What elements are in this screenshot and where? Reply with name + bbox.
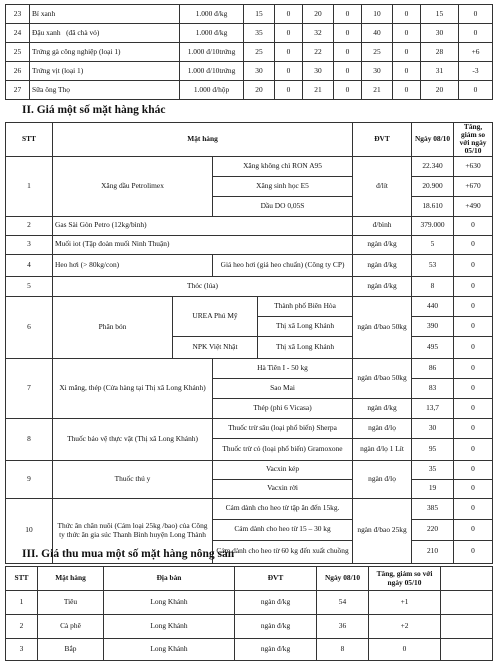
change-cell: 0 xyxy=(454,276,493,296)
unit-cell: đ/lít xyxy=(353,156,412,216)
price-cell: 19 xyxy=(412,479,454,498)
unit-cell: ngàn đ/bao 25kg xyxy=(353,498,412,563)
value-cell: 30 xyxy=(303,62,334,81)
value-cell: 30 xyxy=(362,62,393,81)
sub-item-cell: Xăng không chì RON A95 xyxy=(213,156,353,176)
item-cell: Bắp xyxy=(38,639,104,661)
table-row xyxy=(6,358,493,378)
price-cell: 20.900 xyxy=(412,176,454,196)
group-cell: UREA Phú Mỹ xyxy=(173,296,258,336)
header-change: Tăng, giảm so với ngày 05/10 xyxy=(454,123,493,157)
header-item: Mặt hàng xyxy=(53,123,353,157)
price-cell: 5 xyxy=(412,235,454,254)
value-cell: 0 xyxy=(393,43,421,62)
stt-cell: 7 xyxy=(6,358,53,418)
table-row xyxy=(6,639,493,661)
change-cell: 0 xyxy=(454,216,493,235)
item-cell: Trứng vịt (loại 1) xyxy=(30,62,180,81)
value-cell: 0 xyxy=(275,24,303,43)
value-cell: 0 xyxy=(275,81,303,100)
item-cell: Xi măng, thép (Cửa hàng tại Thị xã Long Khánh) xyxy=(53,358,213,418)
price-cell: 13,7 xyxy=(412,398,454,418)
change-cell: 0 xyxy=(369,639,441,661)
value-cell: 0 xyxy=(393,5,421,24)
area-cell: Long Khánh xyxy=(104,639,235,661)
change-cell: 0 xyxy=(454,438,493,460)
stt-cell: 24 xyxy=(6,24,30,43)
price-cell: 210 xyxy=(412,540,454,563)
unit-cell: ngàn đ/kg xyxy=(353,276,412,296)
value-cell: 0 xyxy=(459,24,493,43)
value-cell: -3 xyxy=(459,62,493,81)
stt-cell: 4 xyxy=(6,254,53,276)
price-cell: 95 xyxy=(412,438,454,460)
header-row xyxy=(6,567,493,591)
group-cell: NPK Việt Nhật xyxy=(173,336,258,358)
change-cell: 0 xyxy=(454,235,493,254)
unit-cell: 1.000 đ/kg xyxy=(180,5,244,24)
value-cell: 35 xyxy=(244,24,275,43)
table-row xyxy=(6,156,493,176)
price-cell: 36 xyxy=(317,615,369,639)
item-cell: Thuốc thú y xyxy=(53,460,213,498)
sub-item-cell: Sao Mai xyxy=(213,378,353,398)
value-cell: 15 xyxy=(421,5,459,24)
empty-header xyxy=(441,567,493,591)
item-cell: Xăng dầu Petrolimex xyxy=(53,156,213,216)
value-cell: 20 xyxy=(421,81,459,100)
price-cell: 379.000 xyxy=(412,216,454,235)
table-row xyxy=(6,5,493,24)
table-row xyxy=(6,591,493,615)
stt-cell: 8 xyxy=(6,418,53,460)
sub-item-cell: Dầu DO 0,05S xyxy=(213,196,353,216)
sub-item-cell: Thuốc trừ sâu (loại phổ biến) Sherpa xyxy=(213,418,353,438)
change-cell: +670 xyxy=(454,176,493,196)
item-cell: Muối iot (Tập đoàn muối Ninh Thuận) xyxy=(53,235,353,254)
change-cell: 0 xyxy=(454,316,493,336)
value-cell: 0 xyxy=(334,5,362,24)
sub-item-cell: Hà Tiên I - 50 kg xyxy=(213,358,353,378)
value-cell: 20 xyxy=(244,81,275,100)
unit-cell: ngàn đ/kg xyxy=(353,235,412,254)
price-cell: 8 xyxy=(317,639,369,661)
table-row xyxy=(6,216,493,235)
table-row xyxy=(6,276,493,296)
value-cell: 0 xyxy=(275,5,303,24)
change-cell: +490 xyxy=(454,196,493,216)
value-cell: 0 xyxy=(393,62,421,81)
item-cell: Gas Sài Gòn Petro (12kg/bình) xyxy=(53,216,353,235)
price-cell: 35 xyxy=(412,460,454,479)
price-cell: 86 xyxy=(412,358,454,378)
change-cell: 0 xyxy=(454,519,493,540)
unit-cell: ngàn đ/kg xyxy=(235,615,317,639)
price-cell: 220 xyxy=(412,519,454,540)
sub-item-cell: Thị xã Long Khánh xyxy=(258,316,353,336)
stt-cell: 27 xyxy=(6,81,30,100)
stt-cell: 26 xyxy=(6,62,30,81)
unit-cell: 1.000 đ/hộp xyxy=(180,81,244,100)
price-cell: 390 xyxy=(412,316,454,336)
sub-item-cell: Vacxin kép xyxy=(213,460,353,479)
value-cell: 21 xyxy=(362,81,393,100)
empty-cell xyxy=(441,615,493,639)
sub-item-cell: Vacxin rời xyxy=(213,479,353,498)
value-cell: 15 xyxy=(244,5,275,24)
value-cell: +6 xyxy=(459,43,493,62)
header-stt: STT xyxy=(6,123,53,157)
item-cell: Trứng gà công nghiệp (loại 1) xyxy=(30,43,180,62)
table-row xyxy=(6,81,493,100)
stt-cell: 3 xyxy=(6,639,38,661)
section-3-title: III. Giá thu mua một số mặt hàng nông sản xyxy=(22,548,235,560)
change-cell: +630 xyxy=(454,156,493,176)
empty-cell xyxy=(441,591,493,615)
table-row xyxy=(6,235,493,254)
stt-cell: 23 xyxy=(6,5,30,24)
header-unit: ĐVT xyxy=(235,567,317,591)
header-change: Tăng, giảm so với ngày 05/10 xyxy=(369,567,441,591)
unit-cell: 1.000 đ/kg xyxy=(180,24,244,43)
value-cell: 0 xyxy=(334,24,362,43)
area-cell: Long Khánh xyxy=(104,591,235,615)
table-row xyxy=(6,43,493,62)
unit-cell: ngàn đ/kg xyxy=(235,591,317,615)
empty-cell xyxy=(441,639,493,661)
change-cell: 0 xyxy=(454,418,493,438)
area-cell: Long Khánh xyxy=(104,615,235,639)
sub-item-cell: Thuốc trừ cỏ (loại phổ biến) Gramoxone xyxy=(213,438,353,460)
sub-item-cell: Thép (phi 6 Vicasa) xyxy=(213,398,353,418)
table-row xyxy=(6,62,493,81)
unit-cell: 1.000 đ/10trứng xyxy=(180,62,244,81)
header-item: Mặt hàng xyxy=(38,567,104,591)
price-cell: 83 xyxy=(412,378,454,398)
table-row xyxy=(6,24,493,43)
header-stt: STT xyxy=(6,567,38,591)
item-cell: Phân bón xyxy=(53,296,173,358)
value-cell: 0 xyxy=(334,81,362,100)
value-cell: 10 xyxy=(362,5,393,24)
change-cell: 0 xyxy=(454,358,493,378)
price-cell: 18.610 xyxy=(412,196,454,216)
header-area: Địa bàn xyxy=(104,567,235,591)
unit-cell: ngàn đ/lọ xyxy=(353,418,412,438)
header-price: Ngày 08/10 xyxy=(317,567,369,591)
change-cell: 0 xyxy=(454,378,493,398)
unit-cell: ngàn đ/lọ xyxy=(353,460,412,498)
header-price: Ngày 08/10 xyxy=(412,123,454,157)
sub-item-cell: Giá heo hơi (giá heo chuẩn) (Công ty CP) xyxy=(213,254,353,276)
value-cell: 25 xyxy=(362,43,393,62)
stt-cell: 5 xyxy=(6,276,53,296)
item-cell: Thức ăn chăn nuôi (Cám loại 25kg /bao) của Công ty thức ăn gia súc Thanh Bình huyện Long Thành xyxy=(53,498,213,563)
value-cell: 0 xyxy=(275,43,303,62)
value-cell: 22 xyxy=(303,43,334,62)
value-cell: 0 xyxy=(393,24,421,43)
stt-cell: 6 xyxy=(6,296,53,358)
other-goods-table xyxy=(5,122,493,564)
item-cell: Sữa ông Thọ xyxy=(30,81,180,100)
item-cell: Thuốc bảo vệ thực vật (Thị xã Long Khánh) xyxy=(53,418,213,460)
sub-item-cell: Thị xã Long Khánh xyxy=(258,336,353,358)
price-cell: 495 xyxy=(412,336,454,358)
farm-produce-table xyxy=(5,566,493,661)
stt-cell: 10 xyxy=(6,498,53,563)
table-row xyxy=(6,418,493,438)
unit-cell: đ/bình xyxy=(353,216,412,235)
sub-item-cell: Thành phố Biên Hòa xyxy=(258,296,353,316)
table-row xyxy=(6,498,493,519)
item-cell: Cà phê xyxy=(38,615,104,639)
unit-cell: ngàn đ/kg xyxy=(353,254,412,276)
change-cell: 0 xyxy=(454,254,493,276)
table-row xyxy=(6,460,493,479)
value-cell: 25 xyxy=(244,43,275,62)
item-cell xyxy=(30,24,180,43)
price-cell: 385 xyxy=(412,498,454,519)
stt-cell: 2 xyxy=(6,615,38,639)
sub-item-cell: Xăng sinh học E5 xyxy=(213,176,353,196)
table-row xyxy=(6,254,493,276)
stt-cell: 1 xyxy=(6,591,38,615)
price-cell: 22.340 xyxy=(412,156,454,176)
price-cell: 440 xyxy=(412,296,454,316)
sub-item-cell: Cám dành cho heo từ tập ăn đến 15kg. xyxy=(213,498,353,519)
change-cell: 0 xyxy=(454,296,493,316)
stt-cell: 2 xyxy=(6,216,53,235)
value-cell: 0 xyxy=(334,43,362,62)
stt-cell: 9 xyxy=(6,460,53,498)
item-cell: Bí xanh xyxy=(30,5,180,24)
unit-cell: ngàn đ/kg xyxy=(353,398,412,418)
header-row xyxy=(6,123,493,157)
value-cell: 0 xyxy=(275,62,303,81)
sub-item-cell: Cám dành cho heo từ 60 kg đến xuất chuồng xyxy=(213,540,353,563)
price-cell: 54 xyxy=(317,591,369,615)
unit-cell: ngàn đ/bao 50kg xyxy=(353,358,412,398)
change-cell: +1 xyxy=(369,591,441,615)
change-cell: 0 xyxy=(454,540,493,563)
unit-cell: 1.000 đ/10trứng xyxy=(180,43,244,62)
value-cell: 31 xyxy=(421,62,459,81)
section-2-title: II. Giá một số mặt hàng khác xyxy=(22,104,166,116)
value-cell: 32 xyxy=(303,24,334,43)
value-cell: 0 xyxy=(334,62,362,81)
price-cell: 8 xyxy=(412,276,454,296)
unit-cell: ngàn đ/kg xyxy=(235,639,317,661)
item-name: Đậu xanh xyxy=(32,27,61,37)
change-cell: 0 xyxy=(454,460,493,479)
stt-cell: 1 xyxy=(6,156,53,216)
value-cell: 0 xyxy=(393,81,421,100)
value-cell: 0 xyxy=(459,5,493,24)
price-cell: 30 xyxy=(412,418,454,438)
change-cell: +2 xyxy=(369,615,441,639)
value-cell: 21 xyxy=(303,81,334,100)
value-cell: 28 xyxy=(421,43,459,62)
item-cell: Thóc (lúa) xyxy=(53,276,353,296)
item-cell: Heo hơi (> 80kg/con) xyxy=(53,254,213,276)
change-cell: 0 xyxy=(454,498,493,519)
stt-cell: 3 xyxy=(6,235,53,254)
price-table-part1 xyxy=(5,4,493,100)
stt-cell: 25 xyxy=(6,43,30,62)
unit-cell: ngàn đ/bao 50kg xyxy=(353,296,412,358)
value-cell: 20 xyxy=(303,5,334,24)
value-cell: 0 xyxy=(459,81,493,100)
value-cell: 30 xyxy=(244,62,275,81)
item-cell: Tiêu xyxy=(38,591,104,615)
header-unit: ĐVT xyxy=(353,123,412,157)
value-cell: 30 xyxy=(421,24,459,43)
price-cell: 53 xyxy=(412,254,454,276)
table-row xyxy=(6,615,493,639)
sub-item-cell: Cám dành cho heo từ 15 – 30 kg xyxy=(213,519,353,540)
unit-cell: ngàn đ/lọ 1 Lít xyxy=(353,438,412,460)
value-cell: 40 xyxy=(362,24,393,43)
table-row xyxy=(6,296,493,316)
item-note: (đã chà vỏ) xyxy=(66,27,100,37)
change-cell: 0 xyxy=(454,479,493,498)
change-cell: 0 xyxy=(454,336,493,358)
change-cell: 0 xyxy=(454,398,493,418)
